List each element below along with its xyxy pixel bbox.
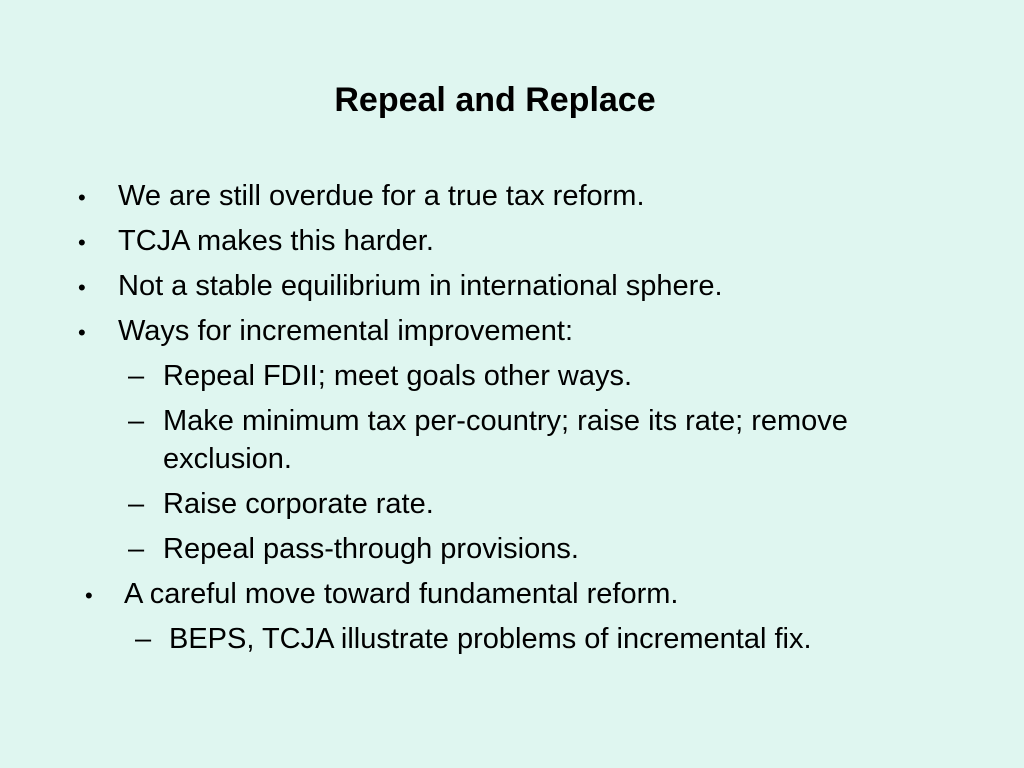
bullet-text: We are still overdue for a true tax reform.: [118, 180, 645, 212]
bullet-item: [78, 267, 978, 307]
bullet-text: TCJA makes this harder.: [118, 225, 434, 257]
bullet-item: [85, 575, 985, 615]
bullet-item: [78, 312, 978, 352]
sub-bullet-text: Make minimum tax per-country; raise its rate; remove exclusion.: [163, 405, 848, 475]
bullet-text: A careful move toward fundamental reform.: [124, 578, 679, 610]
dash-marker: –: [128, 533, 145, 565]
dash-marker: –: [128, 360, 145, 392]
bullet-marker: •: [78, 320, 86, 345]
sub-bullet-text: Raise corporate rate.: [163, 488, 434, 520]
bullet-marker: •: [85, 583, 93, 608]
bullet-marker: •: [78, 230, 86, 255]
sub-bullet-item: [128, 485, 978, 525]
sub-bullet-item: [128, 357, 978, 397]
sub-bullet-text: BEPS, TCJA illustrate problems of incremental fix.: [169, 623, 812, 655]
slide-title: Repeal and Replace: [334, 81, 656, 119]
sub-bullet-item: [128, 530, 978, 570]
bullet-text: Ways for incremental improvement:: [118, 315, 574, 347]
sub-bullet-item: [128, 402, 908, 482]
sub-bullet-text: Repeal FDII; meet goals other ways.: [163, 360, 633, 392]
bullet-text: Not a stable equilibrium in international sphere.: [118, 270, 723, 302]
dash-marker: –: [128, 488, 145, 520]
dash-marker: –: [128, 405, 145, 437]
sub-bullet-text: Repeal pass-through provisions.: [163, 533, 579, 565]
bullet-marker: •: [78, 275, 86, 300]
bullet-item: [78, 177, 978, 217]
dash-marker: –: [135, 623, 152, 655]
bullet-marker: •: [78, 185, 86, 210]
bullet-item: [78, 222, 978, 262]
sub-bullet-item: [135, 620, 985, 660]
